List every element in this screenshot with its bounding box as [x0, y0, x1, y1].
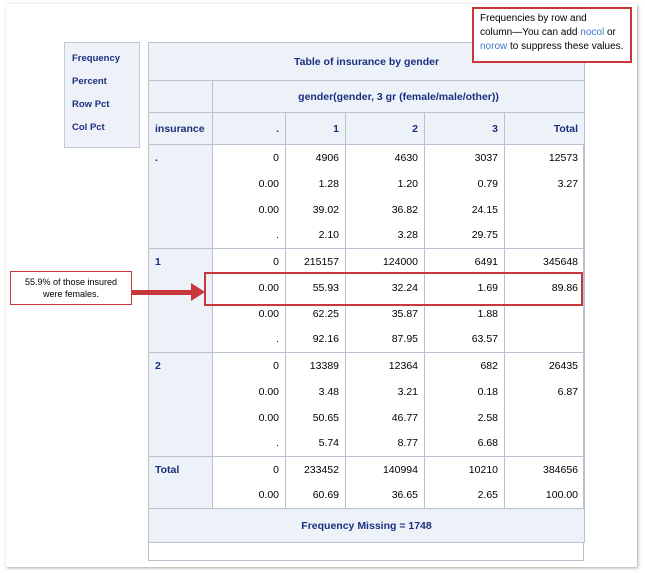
table-row [149, 327, 585, 353]
cell-value: 3.28 [346, 223, 425, 249]
keyword-nocol: nocol [580, 27, 605, 38]
cell-value: 35.87 [346, 301, 425, 327]
cell-value: 12573 [505, 145, 585, 171]
highlight-box [204, 272, 583, 306]
cell-value: 1.28 [286, 171, 346, 197]
column-header: . [213, 113, 286, 145]
cell-value: 63.57 [425, 327, 505, 353]
cell-value: 36.65 [346, 483, 425, 509]
cell-value: 55.93 [286, 275, 346, 301]
cell-value: 0.79 [425, 171, 505, 197]
table-row [149, 457, 585, 483]
cell-value: 0.00 [213, 301, 286, 327]
cell-value: 682 [425, 353, 505, 379]
arrow-shaft [132, 290, 192, 295]
cell-value [505, 405, 585, 431]
cell-value: 6.87 [505, 379, 585, 405]
cell-value: 62.25 [286, 301, 346, 327]
cell-value: 29.75 [425, 223, 505, 249]
table-row [149, 353, 585, 379]
legend-col-pct: Col Pct [72, 122, 105, 133]
cell-value: 8.77 [346, 431, 425, 457]
note-line1: 55.9% of those insured [24, 277, 118, 287]
column-header: 1 [286, 113, 346, 145]
cell-value: 89.86 [505, 275, 585, 301]
cell-value: 87.95 [346, 327, 425, 353]
legend-percent: Percent [72, 76, 107, 87]
cell-value: 233452 [286, 457, 346, 483]
cell-value: 6491 [425, 249, 505, 275]
cell-value: 1.20 [346, 171, 425, 197]
cell-value: 100.00 [505, 483, 585, 509]
table-row [149, 197, 585, 223]
cell-value: 0 [213, 145, 286, 171]
table-row [149, 379, 585, 405]
cell-value: 3.48 [286, 379, 346, 405]
cell-value: 4630 [346, 145, 425, 171]
table-row [149, 483, 585, 509]
cell-value: 1.88 [425, 301, 505, 327]
arrow-head-icon [191, 283, 205, 301]
legend-frequency: Frequency [72, 53, 121, 64]
callout-line2-pre: column—You can add [480, 27, 581, 38]
cell-value: 140994 [346, 457, 425, 483]
cell-value: 36.82 [346, 197, 425, 223]
cell-value: 60.69 [286, 483, 346, 509]
cell-value: 384656 [505, 457, 585, 483]
row-group-label: . [149, 145, 213, 249]
cell-value [505, 223, 585, 249]
cell-value: 3.21 [346, 379, 425, 405]
cell-value: 1.69 [425, 275, 505, 301]
cell-value: 24.15 [425, 197, 505, 223]
spanning-header: gender(gender, 3 gr (female/male/other)) [213, 81, 585, 113]
cell-value: 2.65 [425, 483, 505, 509]
table-footer: Frequency Missing = 1748 [149, 509, 585, 543]
table-title: Table of insurance by gender [149, 43, 585, 81]
note-line2: were females. [42, 289, 100, 299]
keyword-norow: norow [480, 41, 508, 52]
annotation-note [10, 271, 132, 305]
cell-value: 0 [213, 249, 286, 275]
table-row [149, 223, 585, 249]
column-header: 2 [346, 113, 425, 145]
corner-blank [149, 81, 213, 113]
cell-value: 0.00 [213, 275, 286, 301]
cell-value: 345648 [505, 249, 585, 275]
cell-value [505, 327, 585, 353]
table-row [149, 405, 585, 431]
cell-value: 0.18 [425, 379, 505, 405]
cell-value: . [213, 327, 286, 353]
cell-value: 0.00 [213, 405, 286, 431]
table-row [149, 431, 585, 457]
cell-value: . [213, 431, 286, 457]
cell-value: 215157 [286, 249, 346, 275]
table-row [149, 249, 585, 275]
cell-value: 12364 [346, 353, 425, 379]
row-group-label: 2 [149, 353, 213, 457]
callout-note [472, 7, 632, 63]
legend-row-pct: Row Pct [72, 99, 110, 110]
cell-value: 0.00 [213, 171, 286, 197]
callout-line2-post: or [604, 27, 616, 38]
cell-value: 4906 [286, 145, 346, 171]
cell-value: 13389 [286, 353, 346, 379]
cell-value: 0.00 [213, 197, 286, 223]
cell-value: 0 [213, 457, 286, 483]
cell-value: . [213, 223, 286, 249]
cell-value: 2.58 [425, 405, 505, 431]
callout-line1: Frequencies by row and [480, 13, 587, 24]
cell-value: 6.68 [425, 431, 505, 457]
cell-value: 2.10 [286, 223, 346, 249]
cell-value: 50.65 [286, 405, 346, 431]
cell-value: 3.27 [505, 171, 585, 197]
cell-value [505, 197, 585, 223]
cell-value: 10210 [425, 457, 505, 483]
cell-value: 3037 [425, 145, 505, 171]
callout-line3-post: to suppress these values. [507, 41, 624, 52]
statistics-legend [64, 42, 140, 148]
cell-value: 46.77 [346, 405, 425, 431]
cell-value: 39.02 [286, 197, 346, 223]
column-header: 3 [425, 113, 505, 145]
column-header: Total [505, 113, 585, 145]
cell-value: 32.24 [346, 275, 425, 301]
row-group-label: Total [149, 457, 213, 509]
table-row [149, 171, 585, 197]
cell-value: 0.00 [213, 379, 286, 405]
cell-value: 5.74 [286, 431, 346, 457]
row-var-header: insurance [149, 113, 213, 145]
cell-value: 0.00 [213, 483, 286, 509]
cell-value: 124000 [346, 249, 425, 275]
row-group-label: 1 [149, 249, 213, 353]
table-row [149, 145, 585, 171]
cell-value: 26435 [505, 353, 585, 379]
cell-value [505, 431, 585, 457]
cell-value: 92.16 [286, 327, 346, 353]
cell-value: 0 [213, 353, 286, 379]
